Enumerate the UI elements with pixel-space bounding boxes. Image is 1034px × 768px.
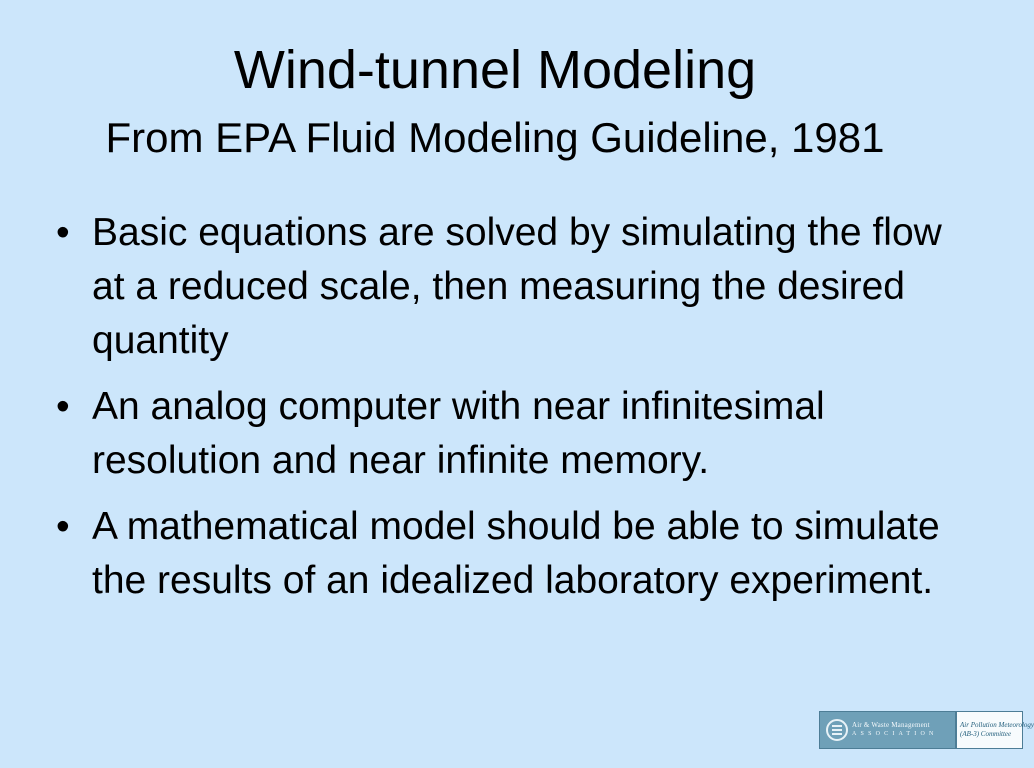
awma-org-association: ASSOCIATION: [852, 731, 938, 737]
awma-org-name: Air & Waste Management: [852, 721, 930, 729]
bullet-item: [56, 380, 956, 488]
committee-label: [956, 711, 1034, 749]
slide-title: Wind-tunnel Modeling: [233, 40, 757, 100]
bullet-text: An analog computer with near infinitesimal resolution and near infinite memory.: [92, 385, 825, 482]
committee-code: (AB-3) Committee: [960, 730, 1012, 738]
bullet-item: [56, 206, 956, 368]
slide-subtitle: From EPA Fluid Modeling Guideline, 1981: [105, 114, 885, 161]
bullet-text: A mathematical model should be able to simulate the results of an idealized laboratory experiment.: [92, 505, 940, 602]
awma-logo-panel: [819, 711, 956, 749]
awma-logo: [819, 711, 1034, 749]
bullet-dot-icon: •: [56, 505, 70, 548]
awma-logo-text: [852, 721, 938, 739]
awma-logo-icon: [826, 719, 848, 741]
committee-name: Air Pollution Meteorology: [960, 721, 1034, 729]
bullet-list: [56, 206, 956, 620]
bullet-item: [56, 500, 956, 608]
bullet-text: Basic equations are solved by simulating the flow at a reduced scale, then measuring the desired quantity: [92, 211, 942, 362]
bullet-dot-icon: •: [56, 385, 70, 428]
bullet-dot-icon: •: [56, 211, 70, 254]
